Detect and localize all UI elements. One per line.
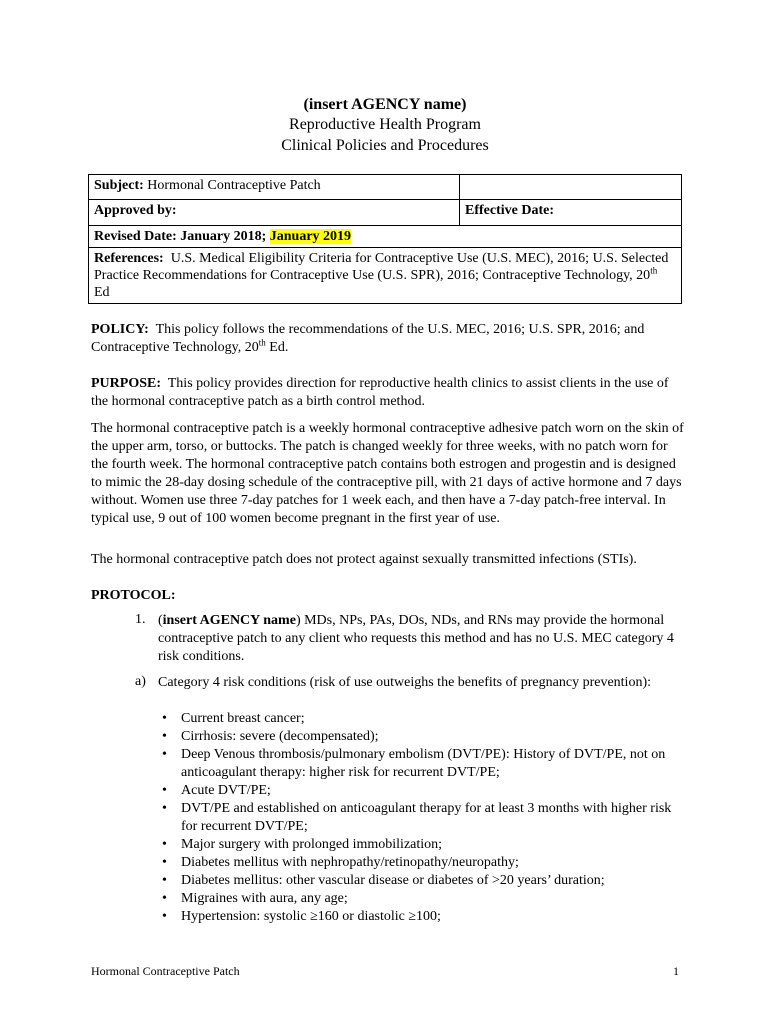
bullet-icon: • xyxy=(162,873,167,888)
risk-condition-item xyxy=(158,710,678,728)
policy-meta-table xyxy=(88,174,682,304)
subject-label: Subject: xyxy=(94,178,144,193)
bullet-icon: • xyxy=(162,837,167,852)
risk-condition-item xyxy=(158,746,678,782)
bullet-icon: • xyxy=(162,801,167,816)
protocol-item-a: Category 4 risk conditions (risk of use outweighs the benefits of pregnancy prevention): xyxy=(158,675,651,690)
risk-condition-text: Acute DVT/PE; xyxy=(181,783,271,798)
bullet-icon: • xyxy=(162,909,167,924)
risk-condition-item xyxy=(158,800,678,836)
policy-paragraph xyxy=(91,321,685,357)
risk-condition-text: Diabetes mellitus: other vascular disease or diabetes of >20 years’ duration; xyxy=(181,873,605,888)
bullet-icon: • xyxy=(162,855,167,870)
risk-condition-item xyxy=(158,836,678,854)
policy-label: POLICY: xyxy=(91,322,149,337)
references-label: References: xyxy=(94,251,164,266)
references-text: U.S. Medical Eligibility Criteria for Contraceptive Use (U.S. MEC), 2016; U.S. Selected Practice Recommendations for Contraceptive Use (U.S. SPR), 2016; Contraceptive Technology, 20 xyxy=(94,251,669,283)
approved-label: Approved by: xyxy=(94,203,177,218)
protocol-item-open: ( xyxy=(158,613,163,628)
revised-label: Revised Date: January 2018; xyxy=(94,229,267,244)
protocol-heading: PROTOCOL: xyxy=(91,588,176,603)
protocol-item-number: 1. xyxy=(135,612,146,627)
sti-note: The hormonal contraceptive patch does not protect against sexually transmitted infections (STIs). xyxy=(91,552,637,567)
program-name: Reproductive Health Program xyxy=(289,116,481,133)
protocol-item-text: ) MDs, NPs, PAs, DOs, NDs, and RNs may provide the hormonal contraceptive patch to any client who requests this method and has no U.S. MEC category 4 risk conditions. xyxy=(158,613,674,664)
bullet-icon: • xyxy=(162,729,167,744)
risk-condition-item xyxy=(158,728,678,746)
risk-condition-item xyxy=(158,854,678,872)
document-subtitle: Clinical Policies and Procedures xyxy=(281,137,489,154)
effective-label: Effective Date: xyxy=(465,203,555,218)
approved-cell xyxy=(89,200,460,226)
risk-condition-text: Cirrhosis: severe (decompensated); xyxy=(181,729,379,744)
agency-name: (insert AGENCY name) xyxy=(303,96,467,113)
risk-condition-text: Migraines with aura, any age; xyxy=(181,891,348,906)
risk-condition-item xyxy=(158,782,678,800)
purpose-text: This policy provides direction for reproductive health clinics to assist clients in the use of the hormonal contraceptive patch as a birth control method. xyxy=(91,376,669,409)
subject-cell xyxy=(89,175,460,200)
references-cell xyxy=(89,248,682,304)
effective-cell xyxy=(460,200,682,226)
risk-condition-text: Major surgery with prolonged immobilization; xyxy=(181,837,443,852)
policy-text: This policy follows the recommendations of the U.S. MEC, 2016; U.S. SPR, 2016; and Contraceptive Technology, 20 xyxy=(91,322,645,355)
policy-sup: th xyxy=(258,337,266,348)
bullet-icon: • xyxy=(162,711,167,726)
bullet-icon: • xyxy=(162,783,167,798)
risk-condition-text: Hypertension: systolic ≥160 or diastolic ≥100; xyxy=(181,909,441,924)
risk-conditions-list xyxy=(158,710,678,926)
description-paragraph: The hormonal contraceptive patch is a weekly hormonal contraceptive adhesive patch worn on the skin of the upper arm, torso, or buttocks. The patch is changed weekly for three weeks, with no patch worn for the fourth week. The hormonal contraceptive patch contains both estrogen and progestin and is designed to mimic the 28-day dosing schedule of the contraceptive pill, with 21 days of active hormone and 7 days without. Women use three 7-day patches for 1 week each, and then have a 7-day patch-free interval. In typical use, 9 out of 100 women become pregnant in the first year of use. xyxy=(91,421,684,526)
risk-condition-item xyxy=(158,890,678,908)
purpose-paragraph xyxy=(91,375,685,411)
risk-condition-item xyxy=(158,908,678,926)
bullet-icon: • xyxy=(162,747,167,762)
protocol-item-1 xyxy=(158,612,678,666)
protocol-item-letter: a) xyxy=(135,674,146,689)
bullet-icon: • xyxy=(162,891,167,906)
revised-cell xyxy=(89,226,682,248)
references-tail: Ed xyxy=(94,285,110,300)
references-sup: th xyxy=(650,265,658,276)
purpose-label: PURPOSE: xyxy=(91,376,161,391)
footer-page-number: 1 xyxy=(673,964,679,978)
footer-title: Hormonal Contraceptive Patch xyxy=(91,964,240,978)
policy-tail: Ed. xyxy=(265,340,289,355)
subject-value: Hormonal Contraceptive Patch xyxy=(147,178,321,193)
risk-condition-item xyxy=(158,872,678,890)
revised-highlight: January 2019 xyxy=(269,229,352,244)
risk-condition-text: Deep Venous thrombosis/pulmonary embolism (DVT/PE): History of DVT/PE, not on anticoagulant therapy: higher risk for recurrent DVT/PE; xyxy=(181,747,666,780)
subject-empty-cell xyxy=(460,175,682,200)
risk-condition-text: Diabetes mellitus with nephropathy/retinopathy/neuropathy; xyxy=(181,855,519,870)
risk-condition-text: Current breast cancer; xyxy=(181,711,305,726)
protocol-agency-placeholder: insert AGENCY name xyxy=(162,613,296,628)
risk-condition-text: DVT/PE and established on anticoagulant therapy for at least 3 months with higher risk for recurrent DVT/PE; xyxy=(181,801,672,834)
